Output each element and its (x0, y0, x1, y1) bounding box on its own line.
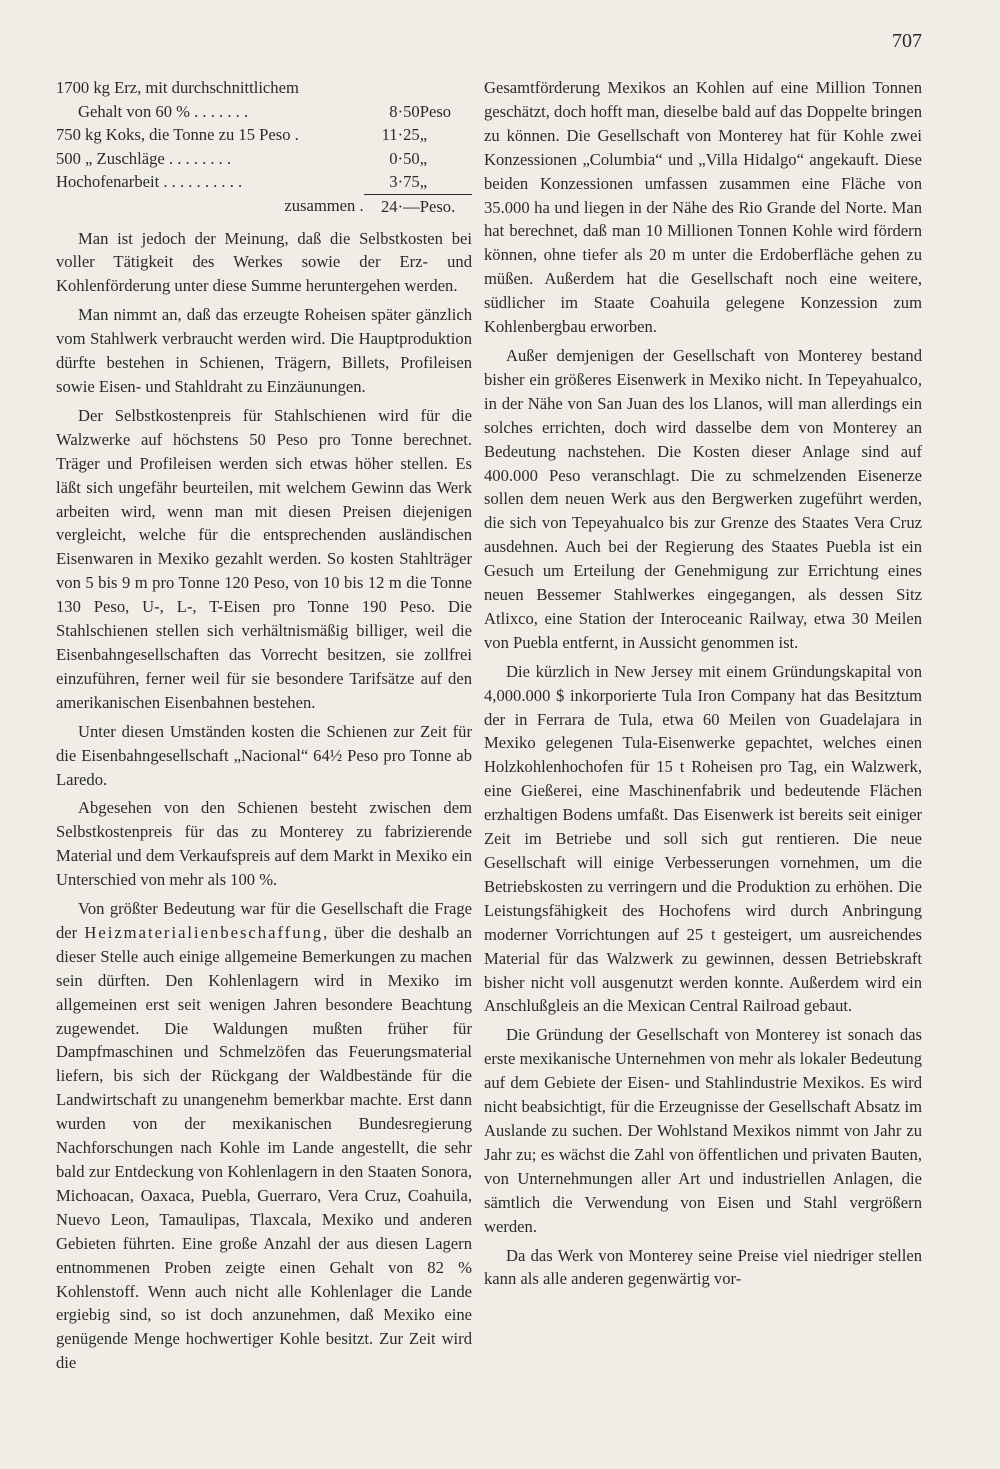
paragraph-text: , über die deshalb an dieser Stelle auch einige allgemeine Bemerkungen zu machen sein dürften. Den Kohlenlagern wird in Mexiko im allgemeinen erst seit wenigen Jahren besondere Beachtung zugewendet. Die Waldungen mußten früher für Dampfmaschinen und Schmelzöfen das Feuerungsmaterial liefern, bis sich der Rückgang der Waldbestände für die Landwirtschaft zu unangenehm bemerkbar machte. Erst dann wurden von der mexikanischen Bundesregierung Nachforschungen nach Kohle im Lande angestellt, die sehr bald zur Entdeckung von Kohlenlagern in den Staaten Sonora, Michoacan, Oaxaca, Puebla, Guerraro, Vera Cruz, Coahuila, Nuevo Leon, Tamaulipas, Tlaxcala, Mexiko und anderen Gebieten führten. Eine große Anzahl der aus diesen Lagern entnommenen Proben zeigte einen Gehalt von 82 % Kohlenstoff. Wenn auch nicht alle Kohlenlager die Lande ergiebig sind, so ist doch anzunehmen, daß Mexiko eine genügende Menge hochwertiger Kohle besitzt. Zur Zeit wird die (56, 922, 472, 1373)
cost-row-desc: Gehalt von 60 % . . . . . . . (78, 101, 249, 121)
page-number: 707 (892, 30, 922, 52)
cost-row (56, 170, 472, 194)
cost-row-unit: „ (419, 172, 428, 192)
left-column (56, 76, 472, 1380)
cost-row-amount: 11·25 (381, 125, 420, 145)
spaced-emphasis: Heizmaterialienbeschaffung (84, 922, 324, 942)
paragraph: Unter diesen Umständen kosten die Schienen zur Zeit für die Eisenbahngesellschaft „Nacional“ 64½ Peso pro Tonne ab Laredo. (56, 721, 472, 789)
cost-row-desc: 750 kg Koks, die Tonne zu 15 Peso . (56, 125, 299, 145)
cost-row-desc: Hochofenarbeit . . . . . . . . . . (56, 172, 243, 192)
cost-row (56, 147, 472, 171)
paragraph: Die Gründung der Gesellschaft von Monterey ist sonach das erste mexikanische Unternehmen von mehr als lokaler Bedeutung auf dem Gebiete der Eisen- und Stahlindustrie Mexikos. Es wird nicht beabsichtigt, für die Erzeugnisse der Gesellschaft Absatz im Auslande zu suchen. Der Wohlstand Mexikos nimmt von Jahr zu Jahr zu; es wächst die Zahl von öffentlichen und privaten Bauten, von Unternehmungen aller Art und industriellen Anlagen, die sämtlich die Verwendung von Eisen und Stahl vergrößern werden. (484, 1025, 922, 1236)
cost-row (56, 123, 472, 147)
cost-total-unit: Peso. (420, 194, 472, 218)
paragraph-text: Von größter Bedeutung war für die Gesellschaft die Frage der (56, 899, 472, 942)
cost-total-label: zusammen . (284, 196, 364, 216)
paragraph: Da das Werk von Monterey seine Preise viel niedriger stellen kann als alle anderen gegenwärtig vor- (484, 1245, 922, 1289)
right-column (484, 76, 922, 1296)
cost-row-desc: 1700 kg Erz, mit durchschnittlichem (56, 78, 299, 97)
paragraph: Gesamtförderung Mexikos an Kohlen auf eine Million Tonnen geschätzt, doch hofft man, dieselbe bald auf das Doppelte bringen zu können. Die Gesellschaft von Monterey hat für Kohle zwei Konzessionen „Columbia“ und „Villa Hidalgo“ angekauft. Diese beiden Konzessionen umfassen zusammen eine Fläche von 35.000 ha und liegen in der Nähe des Rio Grande del Norte. Man hat berechnet, daß man 10 Millionen Tonnen Kohle wird fördern können, ohne tiefer als 20 m unter die Erdoberfläche gehen zu müßen. Außerdem hat die Gesellschaft noch eine weitere, südlicher im Staate Coahuila gelegene Konzession zum Kohlenbergbau erworben. (484, 78, 922, 337)
cost-row-amount: 0·50 (389, 148, 420, 168)
cost-row-desc: 500 „ Zuschläge . . . . . . . . (56, 148, 232, 168)
cost-row-unit: „ (419, 148, 428, 168)
cost-table (56, 76, 472, 219)
paragraph: Der Selbstkostenpreis für Stahlschienen wird für die Walzwerke auf höchstens 50 Peso pro Tonne berechnet. Träger und Profileisen werden sich etwas höher stellen. Es läßt sich ungefähr beurteilen, mit welchem Gewinn das Werk arbeiten wird, wenn man mit diesen Preisen diejenigen vergleicht, welche für die entsprechenden ausländischen Eisenwaren in Mexiko gezahlt werden. So kosten Stahlträger von 5 bis 9 m pro Tonne 120 Peso, von 10 bis 12 m die Tonne 130 Peso, U-, L-, T-Eisen pro Tonne 190 Peso. Die Stahlschienen stellen sich verhältnismäßig billiger, weil die Eisenbahngesellschaften das Vorrecht besitzen, sie zollfrei einzuführen, ferner weil für sie besondere Tarifsätze auf den amerikanischen Eisenbahnen bestehen. (56, 405, 472, 712)
cost-row (56, 100, 472, 124)
paragraph (56, 897, 472, 1375)
cost-row-amount: 3·75 (389, 172, 420, 192)
paragraph: Die kürzlich in New Jersey mit einem Gründungskapital von 4,000.000 $ inkorporierte Tula Iron Company hat das Besitztum der in Ferrara de Tula, etwa 60 Meilen von Guadelajara in Mexiko gelegenen Tula-Eisenwerke gepachtet, welches einen Holzkohlenhochofen für 15 t Roheisen pro Tag, ein Walzwerk, eine Gießerei, eine Maschinenfabrik und bedeutende Flächen erzhaltigen Bodens umfaßt. Das Eisenwerk ist bereits seit einiger Zeit im Betriebe und soll sich gut rentieren. Die neue Gesellschaft will einige Verbesserungen vornehmen, um die Betriebskosten zu verringern und die Produktion zu erhöhen. Die Leistungsfähigkeit des Hochofens wird durch Anbringung moderner Vorrichtungen auf 25 t gesteigert, um ausreichendes Material für das Walzwerk zu gewinnen, dessen Betriebskraft bisher nicht voll ausgenutzt werden konnte. Außerdem wird ein Anschlußgleis an die Mexican Central Railroad gebaut. (484, 661, 922, 1016)
paragraph: Man nimmt an, daß das erzeugte Roheisen später gänzlich vom Stahlwerk verbraucht werden wird. Die Hauptproduktion dürfte bestehen in Schienen, Trägern, Billets, Profileisen sowie Eisen- und Stahldraht zu Einzäunungen. (56, 305, 472, 396)
cost-total-row (56, 194, 472, 218)
cost-row-unit: Peso (419, 101, 452, 121)
paragraph: Abgesehen von den Schienen besteht zwischen dem Selbstkostenpreis für das zu Monterey zu fabrizierende Material und dem Verkaufspreis auf dem Markt in Mexiko ein Unterschied von mehr als 100 %. (56, 798, 472, 890)
paragraph: Außer demjenigen der Gesellschaft von Monterey bestand bisher ein größeres Eisenwerk in Mexiko nicht. In Tepeyahualco, in der Nähe von San Juan des los Llanos, will man allerdings ein solches errichten, doch wird dasselbe dem von Monterey an Bedeutung nachstehen. Die Kosten dieser Anlage sind auf 400.000 Peso veranschlagt. Die zu schmelzenden Eisenerze sollen dem neuen Werk aus den Bergwerken zugeführt werden, die sich von Tepeyahualco bis zur Grenze des Staates Vera Cruz ausdehnen. Auch bei der Regierung des Staates Puebla ist ein Gesuch um Erteilung der Genehmigung zur Errichtung eines neuen Bessemer Stahlwerkes eingegangen, als dessen Sitz Atlixco, eine Station der Interoceanic Railway, etwa 30 Meilen von Puebla entfernt, in Aussicht genommen ist. (484, 345, 922, 652)
cost-row-unit: „ (419, 125, 428, 145)
cost-row (56, 76, 472, 100)
cost-row-amount: 8·50 (389, 101, 420, 121)
cost-total-amount: 24·— (364, 194, 420, 218)
paragraph: Man ist jedoch der Meinung, daß die Selbstkosten bei voller Tätigkeit des Werkes sowie der Erz- und Kohlenförderung unter diese Summe heruntergehen werden. (56, 228, 472, 296)
